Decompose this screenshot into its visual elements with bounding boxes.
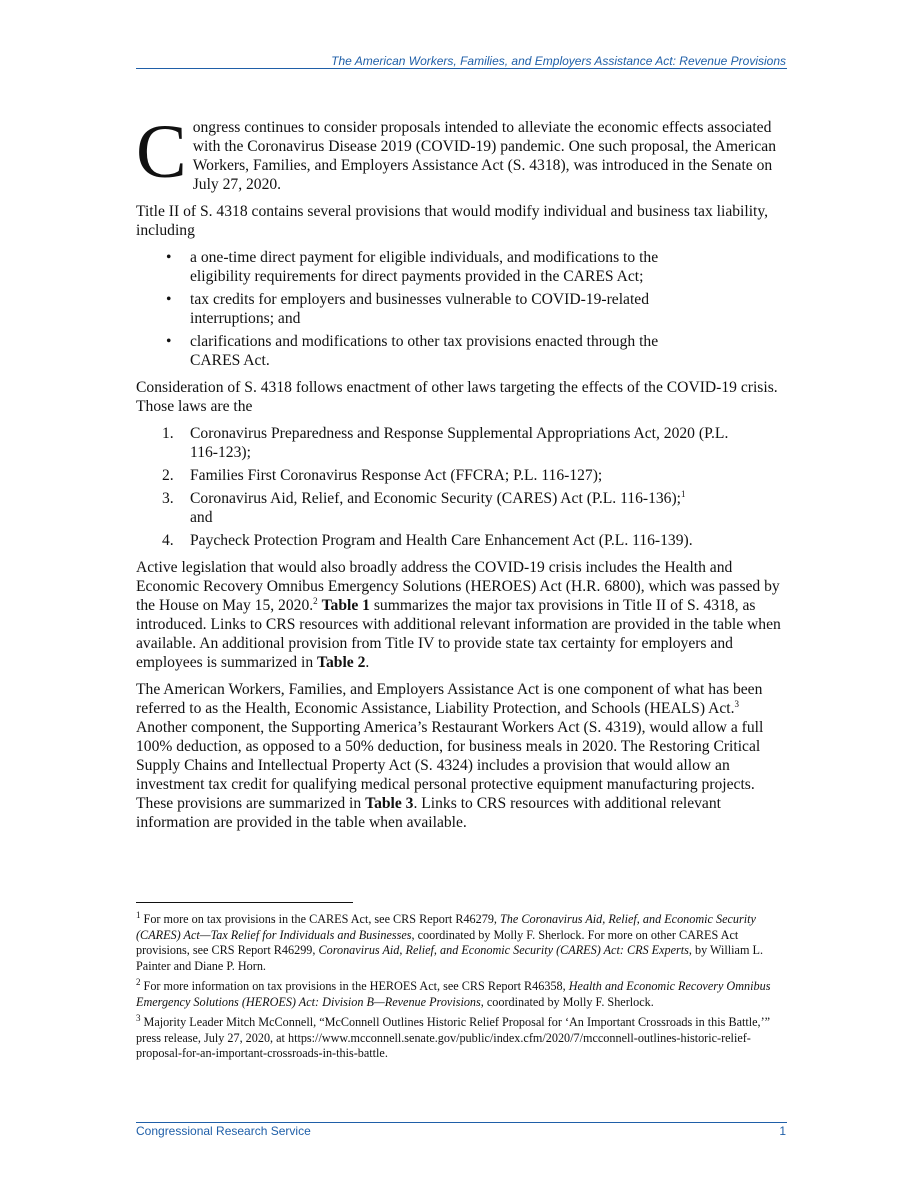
footnote-ref-2[interactable]: 2 xyxy=(313,595,318,606)
consideration-paragraph: Consideration of S. 4318 follows enactment of other laws targeting the effects of the COVID-19 crisis. Those laws are the xyxy=(136,379,778,415)
bullet-icon: • xyxy=(166,333,172,350)
heals-paragraph: The American Workers, Families, and Employers Assistance Act is one component of what has been referred to as the Health, Economic Assistance, Liability Protection, and Schools (HEALS) Act.$^3$ Another component, the Supporting America’s Restaurant Workers Act (S. 4319), would allow a full 100% deduction, as opposed to a 50% deduction, for business meals in 2020. The Restoring Critical Supply Chains and Intellectual Property Act (S. 4324) includes a provision that would allow an investment tax credit for qualifying medical personal protective equipment manufacturing projects. These provisions are summarized in Table 3. Links to CRS resources with additional relevant information are provided in the table when available. xyxy=(136,681,764,831)
list-item: 3. Coronavirus Aid, Relief, and Economic Security (CARES) Act (P.L. 116-136);$^1$ and xyxy=(162,488,686,526)
list-item: 4. Paycheck Protection Program and Health Care Enhancement Act (P.L. 116-139). xyxy=(162,532,693,549)
intro-text: ongress continues to consider proposals intended to alleviate the economic effects associated with the Coronavirus Disease 2019 (COVID-19) pandemic. One such proposal, the American Workers, Families, and Employers Assistance Act (S. 4318), was introduced in the Senate on July 27, 2020. xyxy=(192,119,777,193)
footnote-1: $^1$ For more on tax provisions in the CARES Act, see CRS Report R46279, The Coronavirus Aid, Relief, and Economic Security (CARES) Act—Tax Relief for Individuals and Businesses, coordinated by Molly F. Sherlock. For more on other CARES Act provisions, see CRS Report R46299, Coronavirus Aid, Relief, and Economic Security (CARES) Act: CRS Experts, by William L. Painter and Diane P. Horn. xyxy=(136,909,763,973)
list-item: • a one-time direct payment for eligible individuals, and modifications to the eligibility requirements for direct payments provided in the CARES Act; xyxy=(166,249,659,285)
table-1-reference: Table 1 xyxy=(321,597,370,614)
intro-paragraph xyxy=(136,110,787,194)
drop-cap-letter: C xyxy=(136,110,187,194)
footer-organization: Congressional Research Service xyxy=(136,1124,311,1138)
provisions-bullet-list xyxy=(136,248,787,370)
list-item: 1. Coronavirus Preparedness and Response Supplemental Appropriations Act, 2020 (P.L. 116-123); xyxy=(162,425,729,461)
page-number: 1 xyxy=(779,1124,786,1138)
table-3-reference: Table 3 xyxy=(365,795,414,812)
footnote-3: $^3$ Majority Leader Mitch McConnell, “McConnell Outlines Historic Relief Proposal for ‘An Important Crossroads in this Battle,’” press release, July 27, 2020, at https://www.mcconnell.senate.gov/public/index.cfm/2020/7/mcconnell-outlines-historic-relief-proposal-for-an-important-crossroads-in-this-battle. xyxy=(136,1012,771,1060)
bullet-icon: • xyxy=(166,291,172,308)
list-item: • clarifications and modifications to other tax provisions enacted through the CARES Act. xyxy=(166,333,659,369)
footnotes-section xyxy=(136,909,787,1067)
header-divider xyxy=(136,68,787,69)
footnote-divider xyxy=(136,902,353,903)
list-item: • tax credits for employers and businesses vulnerable to COVID-19-related interruptions; and xyxy=(166,291,650,327)
list-item: 2. Families First Coronavirus Response Act (FFCRA; P.L. 116-127); xyxy=(162,467,603,484)
document-body xyxy=(136,110,787,840)
footnote-ref-1[interactable]: 1 xyxy=(681,488,686,499)
table-2-reference: Table 2 xyxy=(317,654,366,671)
laws-numbered-list xyxy=(136,424,787,550)
title-ii-paragraph: Title II of S. 4318 contains several provisions that would modify individual and business tax liability, including xyxy=(136,203,769,239)
footnote-2: $^2$ For more information on tax provisions in the HEROES Act, see CRS Report R46358, Health and Economic Recovery Omnibus Emergency Solutions (HEROES) Act: Division B—Revenue Provisions, coordinated by Molly F. Sherlock. xyxy=(136,976,771,1009)
footer-divider xyxy=(136,1122,787,1123)
footnote-ref-3[interactable]: 3 xyxy=(734,698,739,709)
active-legislation-paragraph: Active legislation that would also broadly address the COVID-19 crisis includes the Health and Economic Recovery Omnibus Emergency Solutions (HEROES) Act (H.R. 6800), which was passed by the House on May 15, 2020.$^2$ Table 1 summarizes the major tax provisions in Title II of S. 4318, as introduced. Links to CRS resources with additional relevant information are provided in the table when available. An additional provision from Title IV to provide state tax certainty for employers and employees is summarized in Table 2. xyxy=(136,559,781,671)
bullet-icon: • xyxy=(166,249,172,266)
running-header-title: The American Workers, Families, and Employers Assistance Act: Revenue Provisions xyxy=(331,54,786,68)
